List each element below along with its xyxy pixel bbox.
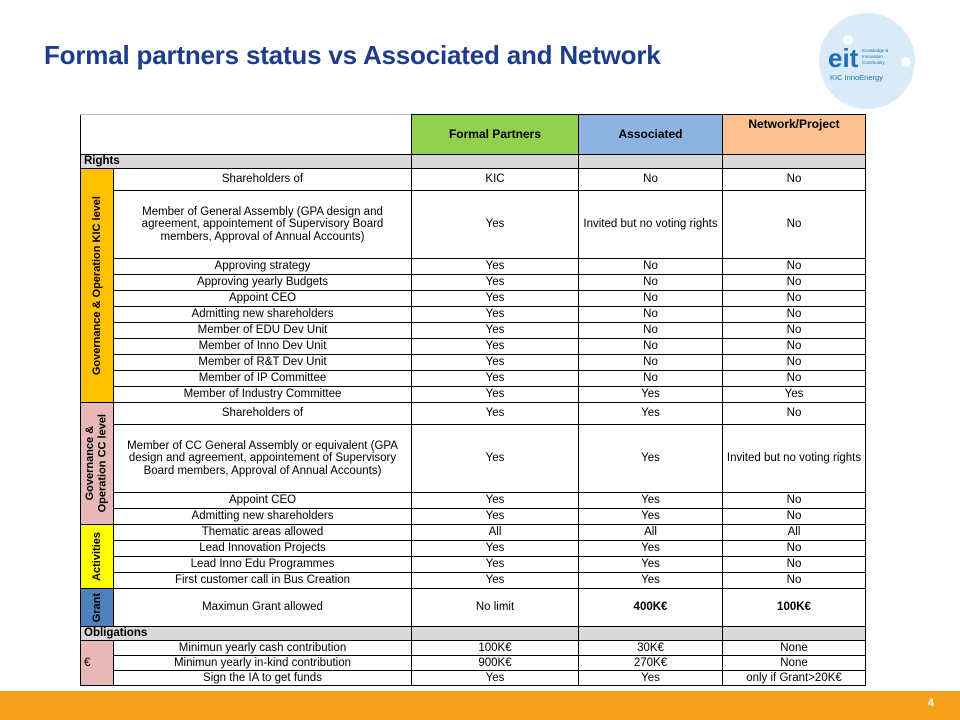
cell-network: No [723,509,866,525]
table-row [81,371,866,387]
cell-formal: Yes [412,275,579,291]
table-row [81,387,866,403]
table-row [81,589,866,627]
cell-associated: No [579,275,723,291]
group-label-grant [81,589,114,627]
group-label-cc-level-text [84,414,109,512]
cell-formal: Yes [412,425,579,493]
table-row [81,307,866,323]
cell-formal: Yes [412,403,579,425]
cell-formal: Yes [412,493,579,509]
group-label-kic-level-text: Governance & Operation KIC level [90,195,103,376]
table-row [81,191,866,259]
row-label: Member of IP Committee [114,371,412,387]
logo-tagline-3: Community [862,60,885,65]
cell-formal: All [412,525,579,541]
header-row [81,115,866,155]
row-label: Admitting new shareholders [114,307,412,323]
cell-network: No [723,191,866,259]
cell-associated: 30K€ [579,641,723,656]
cell-network: No [723,573,866,589]
section-label-obligations: Obligations [81,627,412,641]
section-row-obligations [81,627,866,641]
cell-network: 100K€ [723,589,866,627]
table-row [81,259,866,275]
cell-associated: 400K€ [579,589,723,627]
table-row [81,493,866,509]
cell-associated: No [579,291,723,307]
cell-network: No [723,169,866,191]
column-header-associated: Associated [579,115,723,155]
cell-associated: Yes [579,671,723,686]
cell-formal: Yes [412,323,579,339]
slide-title: Formal partners status vs Associated and Network [44,40,661,70]
cell-associated: No [579,169,723,191]
table-row [81,403,866,425]
row-label: Lead Innovation Projects [114,541,412,557]
table-row [81,425,866,493]
group-label-activities-text: Activities [90,532,103,581]
cell-formal: Yes [412,307,579,323]
logo-sub-brand: KIC InnoEnergy [830,73,883,82]
row-label: Maximun Grant allowed [114,589,412,627]
cell-formal: Yes [412,371,579,387]
group-label-cc-line1: Governance & [84,426,97,501]
logo-brand: eit [828,43,859,73]
eit-logo [818,12,916,110]
section-fill [579,627,723,641]
cell-network: No [723,339,866,355]
table-row [81,656,866,671]
cell-associated: Yes [579,541,723,557]
cell-associated: No [579,307,723,323]
partners-status-table [80,114,866,689]
cell-network: No [723,307,866,323]
row-label: Approving strategy [114,259,412,275]
row-label: Admitting new shareholders [114,509,412,525]
cell-formal: Yes [412,557,579,573]
table-row [81,573,866,589]
cell-formal: Yes [412,509,579,525]
row-label: Minimun yearly cash contribution [114,641,412,656]
cell-associated: Yes [579,403,723,425]
cell-network: No [723,259,866,275]
cell-network: No [723,557,866,573]
row-label: Member of R&T Dev Unit [114,355,412,371]
table-row [81,339,866,355]
column-header-network-project: Network/Project [723,115,866,155]
cell-associated: Yes [579,387,723,403]
cell-network: No [723,541,866,557]
cell-network: No [723,355,866,371]
cell-formal: Yes [412,541,579,557]
cell-network: None [723,641,866,656]
cell-formal: Yes [412,671,579,686]
row-label: Member of CC General Assembly or equivalent (GPA design and agreement, appointement of Supervisory Board members, Approval of Annual Accounts) [114,425,412,493]
cell-associated: No [579,339,723,355]
table-row [81,291,866,307]
section-fill [412,155,579,169]
cell-associated: No [579,371,723,387]
table-row [81,323,866,339]
cell-formal: Yes [412,339,579,355]
row-label: Lead Inno Edu Programmes [114,557,412,573]
cell-associated: 270K€ [579,656,723,671]
row-label: Thematic areas allowed [114,525,412,541]
table-row [81,509,866,525]
logo-tagline-1: Knowledge & [862,48,889,53]
section-fill [412,627,579,641]
table-row [81,557,866,573]
row-label: Member of Industry Committee [114,387,412,403]
cell-network: All [723,525,866,541]
table-row [81,169,866,191]
row-label: Sign the IA to get funds [114,671,412,686]
cell-network: No [723,493,866,509]
cell-network: No [723,291,866,307]
group-label-activities [81,525,114,589]
row-label: Minimun yearly in-kind contribution [114,656,412,671]
cell-associated: No [579,323,723,339]
eit-logo-graphic [818,12,916,110]
cell-network: No [723,275,866,291]
cell-formal: No limit [412,589,579,627]
cell-network: only if Grant>20K€ [723,671,866,686]
group-label-kic-level [81,169,114,403]
logo-tagline-2: Innovation [862,54,883,59]
cell-network: Invited but no voting rights [723,425,866,493]
cell-network: Yes [723,387,866,403]
cell-associated: Yes [579,493,723,509]
cell-associated: No [579,259,723,275]
cell-associated: Yes [579,557,723,573]
section-row-rights [81,155,866,169]
table-row [81,525,866,541]
section-label-rights: Rights [81,155,412,169]
cell-associated: Yes [579,509,723,525]
row-label: First customer call in Bus Creation [114,573,412,589]
row-label: Approving yearly Budgets [114,275,412,291]
table-row [81,275,866,291]
group-label-cc-line2: Operation CC level [97,414,109,513]
cell-associated: Invited but no voting rights [579,191,723,259]
cell-associated: All [579,525,723,541]
row-label: Appoint CEO [114,291,412,307]
cell-formal: Yes [412,387,579,403]
section-fill [723,627,866,641]
cell-associated: No [579,355,723,371]
cell-formal: Yes [412,573,579,589]
cell-network: No [723,371,866,387]
row-label: Shareholders of [114,403,412,425]
group-label-obligations: € [81,641,114,686]
cell-associated: Yes [579,425,723,493]
table-row [81,355,866,371]
cell-network: No [723,323,866,339]
row-label: Appoint CEO [114,493,412,509]
section-fill [579,155,723,169]
row-label: Shareholders of [114,169,412,191]
cell-formal: 900K€ [412,656,579,671]
table-row [81,541,866,557]
group-label-grant-text: Grant [90,592,103,623]
cell-formal: KIC [412,169,579,191]
table-row [81,671,866,686]
group-label-cc-level [81,403,114,525]
row-label: Member of Inno Dev Unit [114,339,412,355]
cell-formal: Yes [412,191,579,259]
cell-formal: 100K€ [412,641,579,656]
cell-network: No [723,403,866,425]
footer-bar [0,691,960,720]
cell-associated: Yes [579,573,723,589]
page-number: 4 [927,697,934,709]
row-label: Member of EDU Dev Unit [114,323,412,339]
row-label: Member of General Assembly (GPA design and agreement, appointement of Supervisory Board members, Approval of Annual Accounts) [114,191,412,259]
table-row [81,641,866,656]
section-fill [723,155,866,169]
cell-formal: Yes [412,355,579,371]
header-blank-cell [81,115,412,155]
cell-formal: Yes [412,291,579,307]
cell-network: None [723,656,866,671]
cell-formal: Yes [412,259,579,275]
column-header-formal-partners: Formal Partners [412,115,579,155]
